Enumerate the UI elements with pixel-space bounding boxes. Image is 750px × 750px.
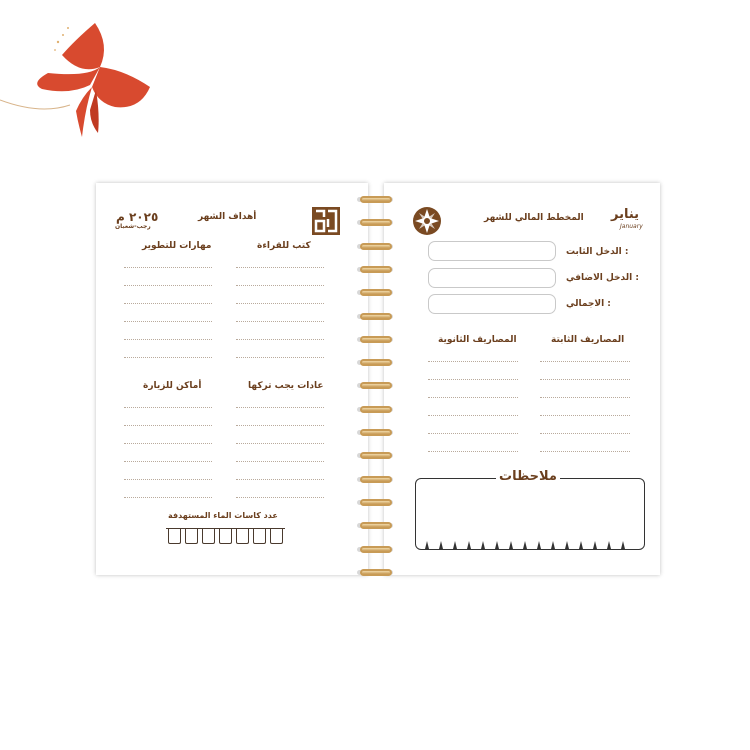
star-emblem-icon <box>412 206 442 236</box>
water-cup-icon[interactable] <box>270 528 283 544</box>
places-line[interactable] <box>124 497 212 498</box>
section-places-title: أماكن للزيارة <box>143 381 202 391</box>
habits-line[interactable] <box>236 443 324 444</box>
notes-title: ملاحظات <box>496 469 560 484</box>
right-notebook-page <box>384 183 660 575</box>
spike-ornament <box>425 541 429 549</box>
places-line[interactable] <box>124 425 212 426</box>
year-label: ٢٠٢٥ م <box>116 210 159 224</box>
skills-line[interactable] <box>124 267 212 268</box>
books-line[interactable] <box>236 303 324 304</box>
notes-box[interactable] <box>415 478 645 550</box>
spike-ornament <box>551 541 555 549</box>
spike-ornament <box>481 541 485 549</box>
spiral-ring <box>360 499 392 506</box>
books-line[interactable] <box>236 321 324 322</box>
books-line[interactable] <box>236 267 324 268</box>
finance-plan-title: المخطط المالي للشهر <box>484 213 584 223</box>
secondary-expense-line[interactable] <box>428 451 518 452</box>
habits-line[interactable] <box>236 461 324 462</box>
fixed-expenses-title: المصاريف الثابتة <box>551 335 625 345</box>
skills-line[interactable] <box>124 321 212 322</box>
spiral-ring <box>360 382 392 389</box>
spike-ornament <box>537 541 541 549</box>
spike-ornament <box>495 541 499 549</box>
spiral-ring <box>360 476 392 483</box>
habits-line[interactable] <box>236 479 324 480</box>
spike-ornament <box>523 541 527 549</box>
skills-line[interactable] <box>124 285 212 286</box>
maze-logo-icon <box>312 207 340 235</box>
water-cup-icon[interactable] <box>202 528 215 544</box>
spike-ornament <box>467 541 471 549</box>
habits-line[interactable] <box>236 407 324 408</box>
spiral-ring <box>360 336 392 343</box>
spike-ornament <box>439 541 443 549</box>
total-income-field[interactable] <box>428 294 556 314</box>
habits-line[interactable] <box>236 425 324 426</box>
skills-line[interactable] <box>124 303 212 304</box>
section-habits-title: عادات يجب تركها <box>248 381 324 391</box>
skills-line[interactable] <box>124 339 212 340</box>
spike-ornament <box>593 541 597 549</box>
spiral-ring <box>360 406 392 413</box>
spike-ornament <box>607 541 611 549</box>
spike-ornament <box>509 541 513 549</box>
total-income-label: الاجمالي : <box>566 299 611 309</box>
extra-income-field[interactable] <box>428 268 556 288</box>
fixed-income-field[interactable] <box>428 241 556 261</box>
month-title-en: January <box>620 223 643 230</box>
places-line[interactable] <box>124 461 212 462</box>
month-title: يناير <box>611 207 640 222</box>
secondary-expense-line[interactable] <box>428 415 518 416</box>
section-skills-title: مهارات للتطوير <box>142 241 212 251</box>
extra-income-label: الدخل الاضافي : <box>566 273 639 283</box>
monthly-goals-title: أهداف الشهر <box>198 212 257 222</box>
fixed-expense-line[interactable] <box>540 361 630 362</box>
spiral-ring <box>360 243 392 250</box>
spiral-ring <box>360 359 392 366</box>
spiral-ring <box>360 313 392 320</box>
secondary-expenses-title: المصاريف الثانوية <box>438 335 517 345</box>
fixed-income-label: الدخل الثابت : <box>566 247 629 257</box>
water-cup-icon[interactable] <box>236 528 249 544</box>
spike-ornament <box>621 541 625 549</box>
spike-ornament <box>579 541 583 549</box>
secondary-expense-line[interactable] <box>428 433 518 434</box>
spiral-ring <box>360 569 392 576</box>
water-cups-label: عدد كاسات الماء المستهدفة <box>168 511 278 520</box>
water-cup-icon[interactable] <box>168 528 181 544</box>
spiral-ring <box>360 546 392 553</box>
skills-line[interactable] <box>124 357 212 358</box>
spiral-ring <box>360 289 392 296</box>
fixed-expense-line[interactable] <box>540 397 630 398</box>
fixed-expense-line[interactable] <box>540 433 630 434</box>
books-line[interactable] <box>236 339 324 340</box>
secondary-expense-line[interactable] <box>428 397 518 398</box>
spiral-ring <box>360 196 392 203</box>
places-line[interactable] <box>124 479 212 480</box>
spike-ornament <box>565 541 569 549</box>
left-notebook-page <box>96 183 368 575</box>
fixed-expense-line[interactable] <box>540 451 630 452</box>
fixed-expense-line[interactable] <box>540 415 630 416</box>
spike-ornament <box>453 541 457 549</box>
water-cup-icon[interactable] <box>185 528 198 544</box>
spiral-ring <box>360 452 392 459</box>
water-cup-icon[interactable] <box>253 528 266 544</box>
habits-line[interactable] <box>236 497 324 498</box>
books-line[interactable] <box>236 357 324 358</box>
butterfly-illustration <box>0 15 170 150</box>
places-line[interactable] <box>124 407 212 408</box>
places-line[interactable] <box>124 443 212 444</box>
spiral-ring <box>360 429 392 436</box>
section-books-title: كتب للقراءة <box>257 241 311 251</box>
spiral-ring <box>360 266 392 273</box>
spiral-ring <box>360 522 392 529</box>
books-line[interactable] <box>236 285 324 286</box>
fixed-expense-line[interactable] <box>540 379 630 380</box>
water-cup-icon[interactable] <box>219 528 232 544</box>
secondary-expense-line[interactable] <box>428 379 518 380</box>
secondary-expense-line[interactable] <box>428 361 518 362</box>
spiral-ring <box>360 219 392 226</box>
year-subtitle: رجب-شعبان <box>115 223 151 230</box>
